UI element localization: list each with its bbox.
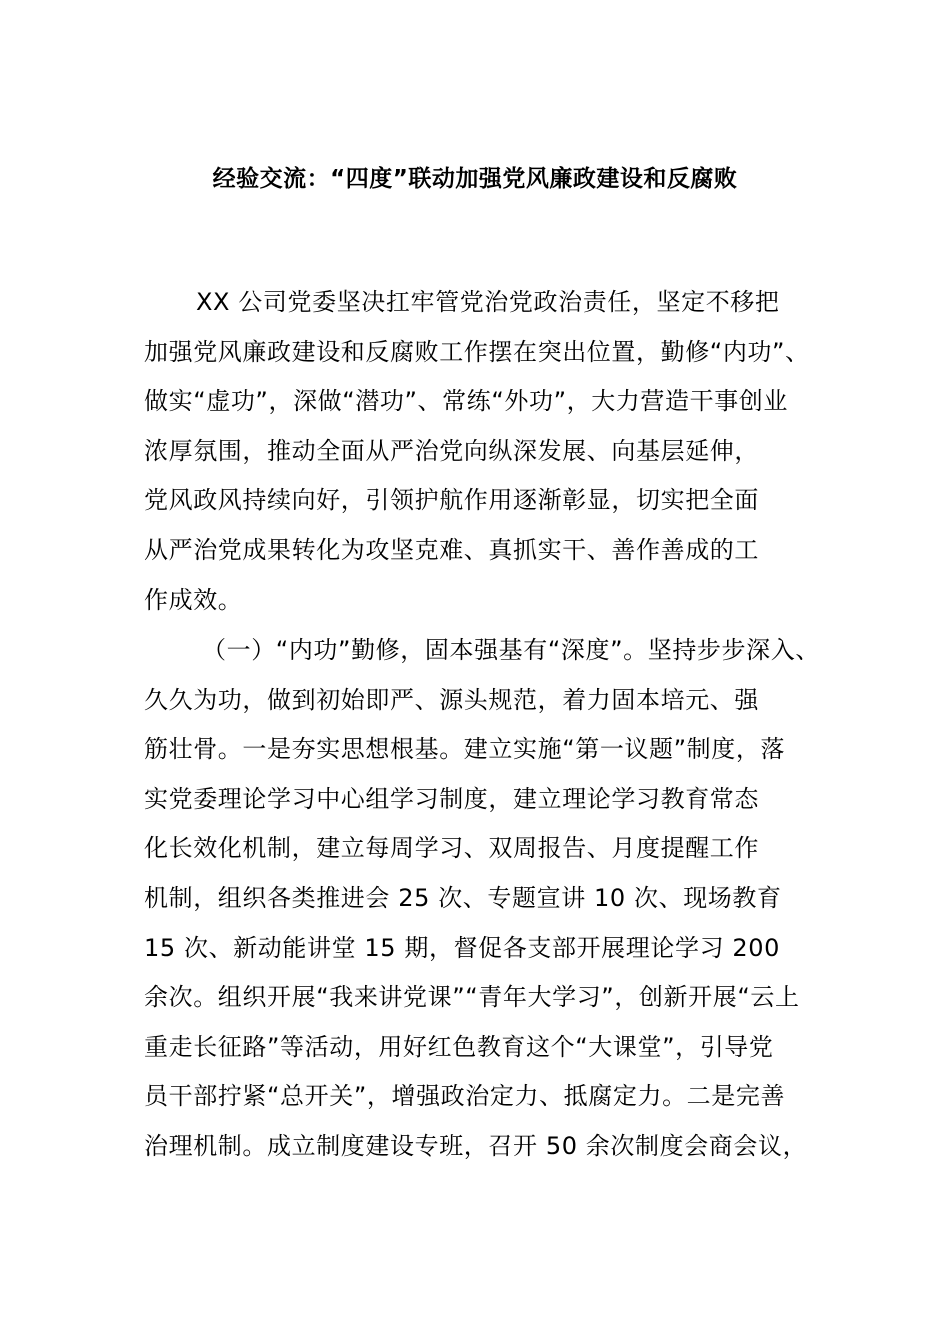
paragraph-section-one bbox=[144, 626, 834, 1172]
text-line: XX 公司党委坚决扛牢管党治党政治责任，坚定不移把 bbox=[196, 288, 780, 316]
text-line: 加强党风廉政建设和反腐败工作摆在突出位置，勤修“内功”、 bbox=[144, 337, 810, 366]
text-line: 筋壮骨。一是夯实思想根基。建立实施“第一议题”制度，落 bbox=[144, 735, 786, 764]
text-line: 15 次、新动能讲堂 15 期，督促各支部开展理论学习 200 bbox=[144, 933, 781, 962]
paragraph-intro bbox=[144, 278, 834, 625]
text-line: 重走长征路”等活动，用好红色教育这个“大课堂”，引导党 bbox=[144, 1032, 774, 1061]
text-line: 员干部拧紧“总开关”，增强政治定力、抵腐定力。二是完善 bbox=[144, 1082, 786, 1111]
text-line: 做实“虚功”，深做“潜功”、常练“外功”，大力营造干事创业 bbox=[144, 387, 788, 416]
text-line: 化长效化机制，建立每周学习、双周报告、月度提醒工作 bbox=[144, 834, 759, 863]
text-line: 机制，组织各类推进会 25 次、专题宣讲 10 次、现场教育 bbox=[144, 883, 782, 912]
document-title: 经验交流：“四度”联动加强党风廉政建设和反腐败 bbox=[212, 166, 738, 192]
text-line: 作成效。 bbox=[144, 585, 243, 614]
text-line: （一）“内功”勤修，固本强基有“深度”。坚持步步深入、 bbox=[202, 636, 820, 664]
text-line: 久久为功，做到初始即严、源头规范，着力固本培元、强 bbox=[144, 685, 759, 714]
text-line: 浓厚氛围，推动全面从严治党向纵深发展、向基层延伸， bbox=[144, 436, 759, 465]
text-line: 实党委理论学习中心组学习制度，建立理论学习教育常态 bbox=[144, 784, 759, 813]
text-line: 党风政风持续向好，引领护航作用逐渐彰显，切实把全面 bbox=[144, 486, 759, 515]
text-line: 余次。组织开展“我来讲党课”“青年大学习”，创新开展“云上 bbox=[144, 983, 800, 1012]
text-line: 从严治党成果转化为攻坚克难、真抓实干、善作善成的工 bbox=[144, 535, 759, 564]
text-line: 治理机制。成立制度建设专班，召开 50 余次制度会商会议， bbox=[144, 1131, 808, 1160]
